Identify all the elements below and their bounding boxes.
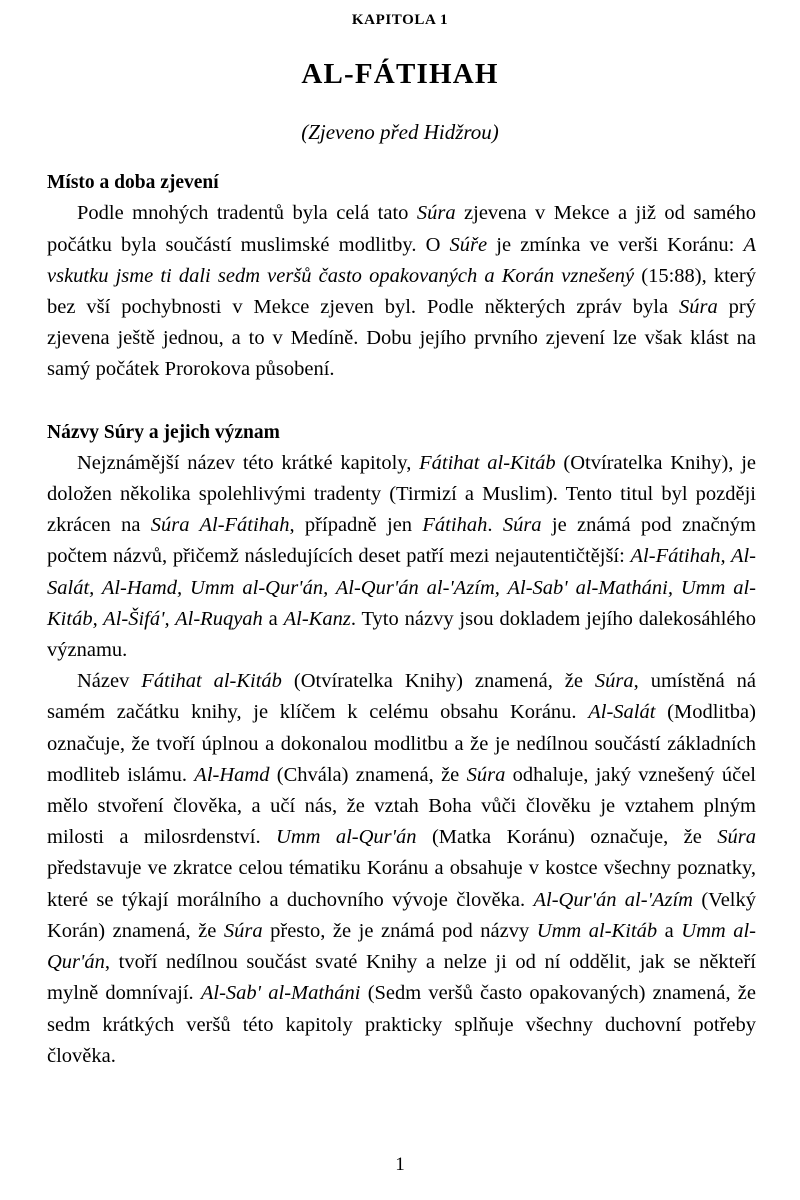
- text-run: (Chvála) znamená, že: [269, 763, 467, 786]
- italic-run: Súra: [717, 826, 756, 849]
- chapter-subtitle: (Zjeveno před Hidžrou): [301, 120, 499, 144]
- text-run: je známá pod značným počtem názvů, přičemž následujících deset patří mezi nejautentičtější:: [47, 514, 756, 568]
- italic-run: Súra: [416, 202, 456, 225]
- text-run: Podle mnohých tradentů byla celá tato: [77, 202, 417, 225]
- text-run: (Matka Koránu) označuje, že: [416, 826, 718, 849]
- text-run: , tvoří nedílnou součást svaté Knihy a nelze ji od ní oddělit, jak se někteří mylně domnívají.: [47, 951, 756, 1005]
- italic-run: Súra: [466, 763, 506, 786]
- text-run: je zmínka ve verši Koránu:: [487, 233, 744, 256]
- paragraph: [47, 666, 756, 1072]
- italic-run: Súra Al-Fátihah: [150, 514, 290, 537]
- italic-run: Umm al-Qur'án: [276, 826, 417, 849]
- italic-run: Súra: [594, 670, 634, 693]
- text-run: Název: [77, 670, 142, 693]
- text-run: (Otvíratelka Knihy) znamená, že: [281, 670, 595, 693]
- italic-run: Fátihat al-Kitáb: [419, 451, 556, 474]
- text-run: (Sedm veršů často opakovaných) znamená, že sedm krátkých veršů této kapitoly prakticky splňuje všechny duchovní potřeby člověka.: [47, 982, 756, 1067]
- italic-run: Al-Kanz: [283, 607, 351, 630]
- text-run: .: [487, 514, 503, 537]
- section-heading-place-and-time: Místo a doba zjevení: [47, 172, 219, 193]
- italic-run: Umm al-Qur'án: [47, 919, 757, 974]
- italic-run: Al-Salát: [588, 701, 656, 724]
- italic-run: Súře: [449, 233, 488, 256]
- body-text-column: [47, 170, 756, 1072]
- text-run: Nejznámější název této krátké kapitoly,: [77, 451, 420, 474]
- italic-run: Al-Hamd: [194, 763, 270, 786]
- italic-run: Fátihah: [422, 514, 488, 537]
- text-run: a: [262, 607, 284, 630]
- text-run: odhaluje, jaký vznešený účel mělo stvoření člověka, a učí nás, že vztah Boha vůči člověku je vztahem plným milosti a milosrdenství.: [47, 763, 756, 849]
- paragraph: [47, 198, 756, 385]
- text-run: prý zjevena ještě jednou, a to v Medíně. Dobu jejího prvního zjevení lze však klást na samý počátek Prorokova působení.: [47, 295, 756, 381]
- paragraph: [47, 448, 756, 666]
- chapter-title: AL-FÁTIHAH: [301, 58, 499, 90]
- text-run: . Tyto názvy jsou dokladem jejího dalekosáhlého významu.: [47, 607, 756, 662]
- text-run: zjevena v Mekce a již od samého počátku byla součástí muslimské modlitby. O: [47, 202, 756, 256]
- italic-run: A vskutku jsme ti dali sedm veršů často opakovaných a Korán vznešený: [47, 233, 756, 287]
- italic-run: Al-Qur'án al-'Azím: [533, 888, 693, 911]
- italic-run: Súra: [679, 295, 718, 318]
- text-run: a: [657, 919, 682, 942]
- italic-run: Umm al-Kitáb: [536, 919, 658, 942]
- text-run: , případně jen: [289, 514, 423, 537]
- text-run: (Velký Korán) znamená, že: [47, 888, 756, 942]
- chapter-label: KAPITOLA 1: [351, 12, 449, 28]
- text-run: (Modlitba) označuje, že tvoří úplnou a dokonalou modlitbu a že je nedílnou součástí základních modliteb islámu.: [47, 701, 756, 786]
- italic-run: Al-Sab' al-Matháni: [200, 982, 361, 1005]
- text-run: (15:88), který bez vší pochybnosti v Mekce zjeven byl. Podle některých zpráv byla: [47, 264, 756, 318]
- italic-run: Fátihat al-Kitáb: [141, 670, 282, 693]
- text-run: představuje ve zkratce celou tématiku Koránu a obsahuje v kostce všechny poznatky, které se týkají morálního a duchovního vývoje člověka.: [47, 857, 756, 911]
- page-number: 1: [395, 1154, 405, 1175]
- italic-run: Al-Fátihah, Al-Salát, Al-Hamd, Umm al-Qur'án, Al-Qur'án al-'Azím, Al-Sab' al-Matháni, Umm al-Kitáb, Al-Šifá', Al-Ruqyah: [47, 545, 756, 630]
- text-run: přesto, že je známá pod názvy: [262, 919, 537, 942]
- text-run: (Otvíratelka Knihy), je doložen několika spolehlivými tradenty (Tirmizí a Muslim). Tento titul byl později zkrácen na: [47, 451, 756, 537]
- italic-run: Súra: [223, 919, 263, 942]
- section-heading-names-and-meaning: Názvy Súry a jejich význam: [47, 421, 280, 443]
- italic-run: Súra: [502, 514, 542, 537]
- text-run: , umístěná ná samém začátku knihy, je klíčem k celému obsahu Koránu.: [47, 670, 756, 724]
